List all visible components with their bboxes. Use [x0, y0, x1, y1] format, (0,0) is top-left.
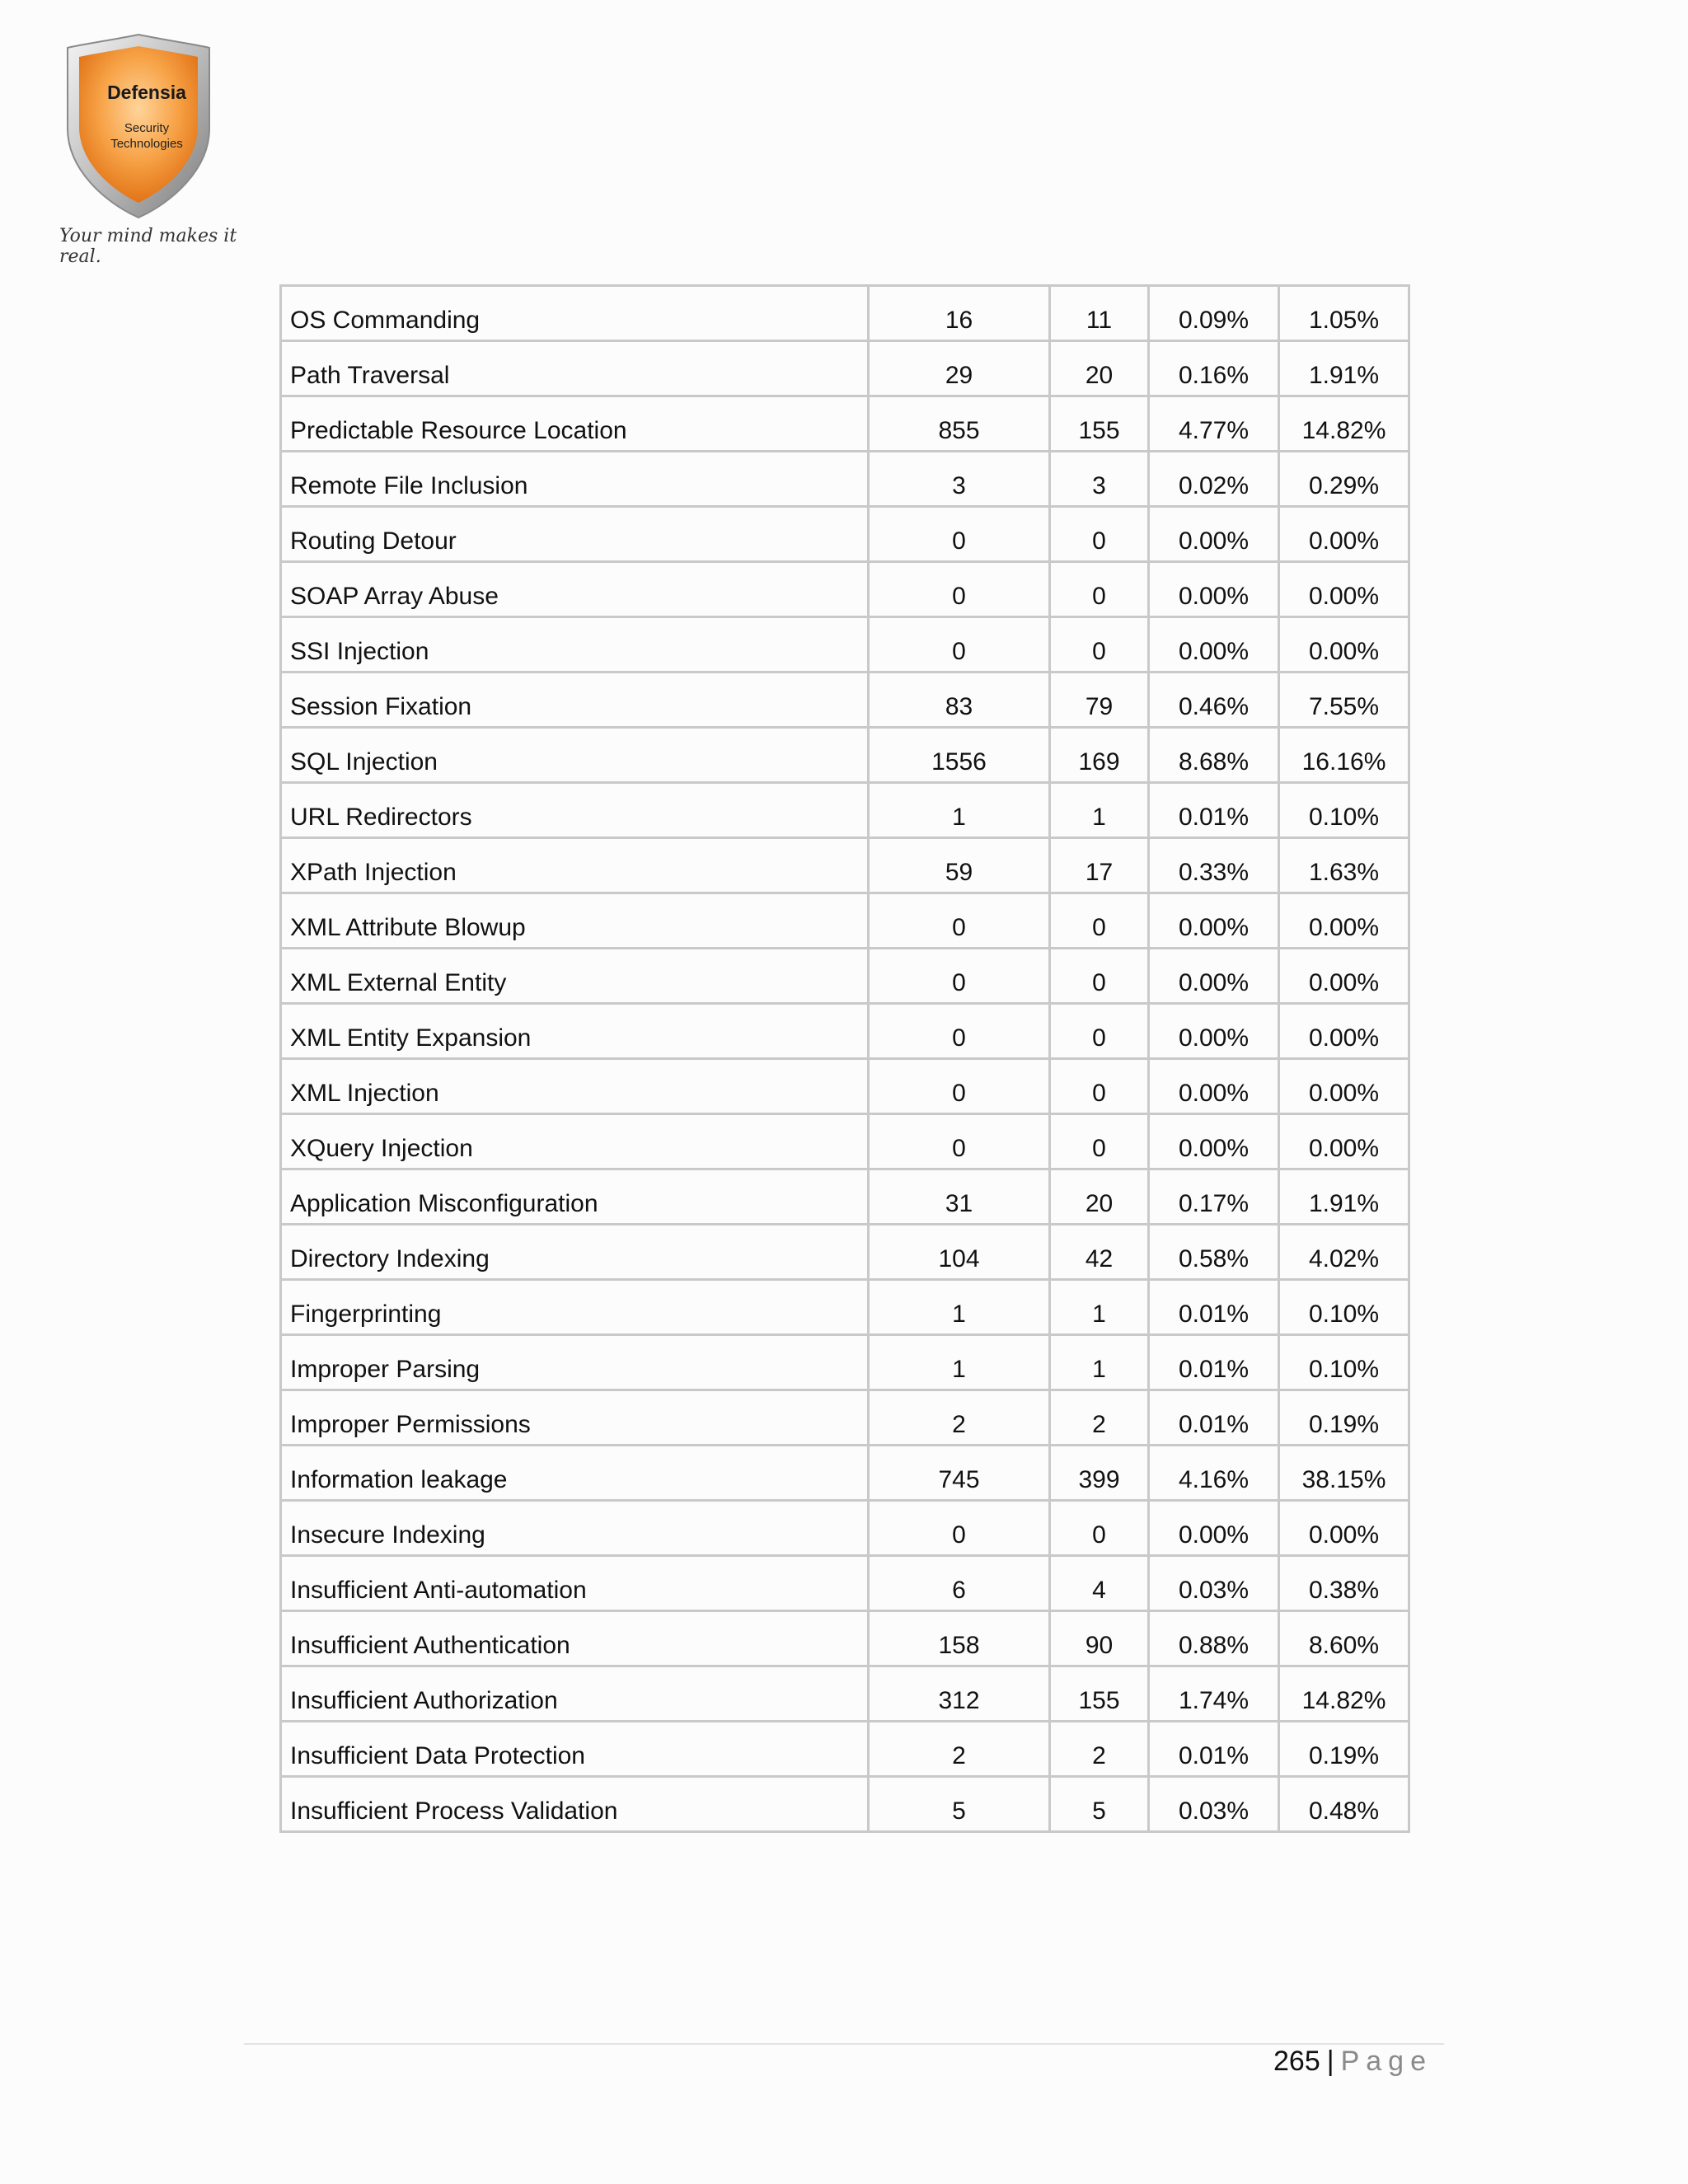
count-cell: 0: [869, 949, 1050, 1004]
unique-count-cell: 4: [1050, 1556, 1149, 1611]
percent-cell: 0.00%: [1149, 949, 1279, 1004]
attack-type-cell: OS Commanding: [281, 286, 869, 341]
logo-name: Defensia: [107, 82, 186, 103]
unique-percent-cell: 0.00%: [1279, 949, 1409, 1004]
unique-count-cell: 0: [1050, 1004, 1149, 1059]
unique-percent-cell: 0.00%: [1279, 617, 1409, 673]
unique-percent-cell: 0.19%: [1279, 1390, 1409, 1446]
percent-cell: 4.16%: [1149, 1446, 1279, 1501]
unique-count-cell: 155: [1050, 396, 1149, 452]
percent-cell: 0.00%: [1149, 893, 1279, 949]
unique-percent-cell: 16.16%: [1279, 728, 1409, 783]
attack-type-cell: Session Fixation: [281, 673, 869, 728]
count-cell: 312: [869, 1666, 1050, 1722]
percent-cell: 1.74%: [1149, 1666, 1279, 1722]
table-row: [281, 1666, 1409, 1722]
percent-cell: 0.00%: [1149, 562, 1279, 617]
unique-percent-cell: 14.82%: [1279, 1666, 1409, 1722]
percent-cell: 0.46%: [1149, 673, 1279, 728]
table-row: [281, 1225, 1409, 1280]
unique-percent-cell: 0.10%: [1279, 783, 1409, 838]
unique-percent-cell: 0.29%: [1279, 452, 1409, 507]
unique-percent-cell: 14.82%: [1279, 396, 1409, 452]
logo-subtitle-line1: Security: [124, 121, 170, 135]
unique-percent-cell: 0.19%: [1279, 1722, 1409, 1777]
count-cell: 29: [869, 341, 1050, 396]
page-footer: [1273, 2046, 1432, 2078]
attack-type-cell: Insufficient Anti-automation: [281, 1556, 869, 1611]
count-cell: 855: [869, 396, 1050, 452]
percent-cell: 0.02%: [1149, 452, 1279, 507]
table-row: [281, 1335, 1409, 1390]
unique-percent-cell: 0.10%: [1279, 1280, 1409, 1335]
percent-cell: 4.77%: [1149, 396, 1279, 452]
attack-type-cell: XQuery Injection: [281, 1114, 869, 1169]
percent-cell: 8.68%: [1149, 728, 1279, 783]
unique-count-cell: 0: [1050, 562, 1149, 617]
count-cell: 1: [869, 783, 1050, 838]
attack-type-cell: XML Entity Expansion: [281, 1004, 869, 1059]
attack-type-cell: Predictable Resource Location: [281, 396, 869, 452]
unique-percent-cell: 8.60%: [1279, 1611, 1409, 1666]
attack-type-cell: XML Attribute Blowup: [281, 893, 869, 949]
unique-percent-cell: 0.00%: [1279, 1114, 1409, 1169]
table-row: [281, 1280, 1409, 1335]
unique-percent-cell: 0.48%: [1279, 1777, 1409, 1832]
company-logo: [56, 30, 237, 267]
attack-type-cell: Information leakage: [281, 1446, 869, 1501]
table-row: [281, 1777, 1409, 1832]
percent-cell: 0.00%: [1149, 1501, 1279, 1556]
table-row: [281, 673, 1409, 728]
table-row: [281, 1004, 1409, 1059]
count-cell: 0: [869, 1501, 1050, 1556]
unique-percent-cell: 0.00%: [1279, 1059, 1409, 1114]
count-cell: 0: [869, 507, 1050, 562]
unique-count-cell: 399: [1050, 1446, 1149, 1501]
attack-type-cell: Insufficient Authentication: [281, 1611, 869, 1666]
unique-count-cell: 20: [1050, 1169, 1149, 1225]
unique-count-cell: 17: [1050, 838, 1149, 893]
count-cell: 2: [869, 1722, 1050, 1777]
unique-percent-cell: 0.00%: [1279, 1004, 1409, 1059]
unique-percent-cell: 1.91%: [1279, 1169, 1409, 1225]
table-row: [281, 286, 1409, 341]
attack-type-cell: Fingerprinting: [281, 1280, 869, 1335]
percent-cell: 0.01%: [1149, 1390, 1279, 1446]
unique-percent-cell: 0.00%: [1279, 893, 1409, 949]
percent-cell: 0.58%: [1149, 1225, 1279, 1280]
count-cell: 104: [869, 1225, 1050, 1280]
table-row: [281, 1169, 1409, 1225]
percent-cell: 0.03%: [1149, 1777, 1279, 1832]
table-row: [281, 1390, 1409, 1446]
attack-type-cell: SOAP Array Abuse: [281, 562, 869, 617]
unique-percent-cell: 4.02%: [1279, 1225, 1409, 1280]
unique-count-cell: 0: [1050, 1059, 1149, 1114]
attack-type-cell: Insufficient Data Protection: [281, 1722, 869, 1777]
count-cell: 16: [869, 286, 1050, 341]
count-cell: 0: [869, 1004, 1050, 1059]
unique-percent-cell: 0.10%: [1279, 1335, 1409, 1390]
unique-count-cell: 0: [1050, 1501, 1149, 1556]
table-row: [281, 452, 1409, 507]
percent-cell: 0.88%: [1149, 1611, 1279, 1666]
count-cell: 0: [869, 562, 1050, 617]
count-cell: 6: [869, 1556, 1050, 1611]
percent-cell: 0.01%: [1149, 1280, 1279, 1335]
table-row: [281, 783, 1409, 838]
unique-count-cell: 42: [1050, 1225, 1149, 1280]
unique-count-cell: 155: [1050, 1666, 1149, 1722]
footer-divider: [244, 2043, 1444, 2045]
percent-cell: 0.03%: [1149, 1556, 1279, 1611]
attack-type-cell: URL Redirectors: [281, 783, 869, 838]
table-row: [281, 838, 1409, 893]
unique-percent-cell: 1.63%: [1279, 838, 1409, 893]
unique-count-cell: 169: [1050, 728, 1149, 783]
table-row: [281, 507, 1409, 562]
unique-count-cell: 0: [1050, 617, 1149, 673]
unique-percent-cell: 0.38%: [1279, 1556, 1409, 1611]
count-cell: 0: [869, 1114, 1050, 1169]
unique-count-cell: 1: [1050, 1335, 1149, 1390]
unique-count-cell: 5: [1050, 1777, 1149, 1832]
attack-type-cell: Insufficient Authorization: [281, 1666, 869, 1722]
attack-type-cell: Path Traversal: [281, 341, 869, 396]
count-cell: 2: [869, 1390, 1050, 1446]
table-row: [281, 1556, 1409, 1611]
percent-cell: 0.00%: [1149, 1004, 1279, 1059]
attack-statistics-table: [279, 284, 1410, 1833]
unique-count-cell: 1: [1050, 783, 1149, 838]
unique-percent-cell: 7.55%: [1279, 673, 1409, 728]
attack-type-cell: Remote File Inclusion: [281, 452, 869, 507]
table-row: [281, 1059, 1409, 1114]
count-cell: 3: [869, 452, 1050, 507]
attack-type-cell: Improper Parsing: [281, 1335, 869, 1390]
table-row: [281, 1446, 1409, 1501]
count-cell: 0: [869, 1059, 1050, 1114]
attack-type-cell: XPath Injection: [281, 838, 869, 893]
count-cell: 5: [869, 1777, 1050, 1832]
table-row: [281, 728, 1409, 783]
count-cell: 1556: [869, 728, 1050, 783]
unique-percent-cell: 1.05%: [1279, 286, 1409, 341]
table-row: [281, 949, 1409, 1004]
unique-count-cell: 79: [1050, 673, 1149, 728]
table-row: [281, 893, 1409, 949]
table-body: [281, 286, 1409, 1832]
unique-count-cell: 11: [1050, 286, 1149, 341]
percent-cell: 0.00%: [1149, 507, 1279, 562]
unique-count-cell: 2: [1050, 1722, 1149, 1777]
table-row: [281, 396, 1409, 452]
unique-count-cell: 0: [1050, 893, 1149, 949]
unique-percent-cell: 1.91%: [1279, 341, 1409, 396]
unique-count-cell: 0: [1050, 507, 1149, 562]
count-cell: 31: [869, 1169, 1050, 1225]
table-row: [281, 562, 1409, 617]
page-label: Page: [1340, 2046, 1432, 2077]
count-cell: 59: [869, 838, 1050, 893]
table-row: [281, 1722, 1409, 1777]
percent-cell: 0.01%: [1149, 1722, 1279, 1777]
percent-cell: 0.17%: [1149, 1169, 1279, 1225]
count-cell: 158: [869, 1611, 1050, 1666]
percent-cell: 0.16%: [1149, 341, 1279, 396]
count-cell: 1: [869, 1280, 1050, 1335]
logo-subtitle: [81, 120, 213, 152]
attack-type-cell: Directory Indexing: [281, 1225, 869, 1280]
percent-cell: 0.00%: [1149, 1114, 1279, 1169]
attack-type-cell: Routing Detour: [281, 507, 869, 562]
logo-subtitle-line2: Technologies: [110, 137, 183, 151]
attack-type-cell: XML External Entity: [281, 949, 869, 1004]
unique-percent-cell: 0.00%: [1279, 1501, 1409, 1556]
attack-type-cell: Insufficient Process Validation: [281, 1777, 869, 1832]
page-number: 265: [1273, 2046, 1320, 2077]
table-row: [281, 1501, 1409, 1556]
unique-percent-cell: 0.00%: [1279, 562, 1409, 617]
attack-type-cell: Application Misconfiguration: [281, 1169, 869, 1225]
unique-count-cell: 0: [1050, 1114, 1149, 1169]
count-cell: 745: [869, 1446, 1050, 1501]
unique-count-cell: 0: [1050, 949, 1149, 1004]
unique-count-cell: 90: [1050, 1611, 1149, 1666]
unique-percent-cell: 0.00%: [1279, 507, 1409, 562]
count-cell: 0: [869, 893, 1050, 949]
count-cell: 83: [869, 673, 1050, 728]
attack-type-cell: SSI Injection: [281, 617, 869, 673]
count-cell: 0: [869, 617, 1050, 673]
attack-type-cell: SQL Injection: [281, 728, 869, 783]
table-row: [281, 1611, 1409, 1666]
table-row: [281, 1114, 1409, 1169]
percent-cell: 0.00%: [1149, 617, 1279, 673]
unique-count-cell: 2: [1050, 1390, 1149, 1446]
percent-cell: 0.00%: [1149, 1059, 1279, 1114]
unique-count-cell: 20: [1050, 341, 1149, 396]
unique-percent-cell: 38.15%: [1279, 1446, 1409, 1501]
percent-cell: 0.01%: [1149, 783, 1279, 838]
table-row: [281, 341, 1409, 396]
attack-type-cell: Improper Permissions: [281, 1390, 869, 1446]
table-row: [281, 617, 1409, 673]
percent-cell: 0.01%: [1149, 1335, 1279, 1390]
attack-type-cell: Insecure Indexing: [281, 1501, 869, 1556]
footer-separator: |: [1326, 2046, 1334, 2077]
logo-tagline: Your mind makes it real.: [59, 226, 237, 267]
percent-cell: 0.09%: [1149, 286, 1279, 341]
unique-count-cell: 1: [1050, 1280, 1149, 1335]
percent-cell: 0.33%: [1149, 838, 1279, 893]
unique-count-cell: 3: [1050, 452, 1149, 507]
attack-type-cell: XML Injection: [281, 1059, 869, 1114]
count-cell: 1: [869, 1335, 1050, 1390]
